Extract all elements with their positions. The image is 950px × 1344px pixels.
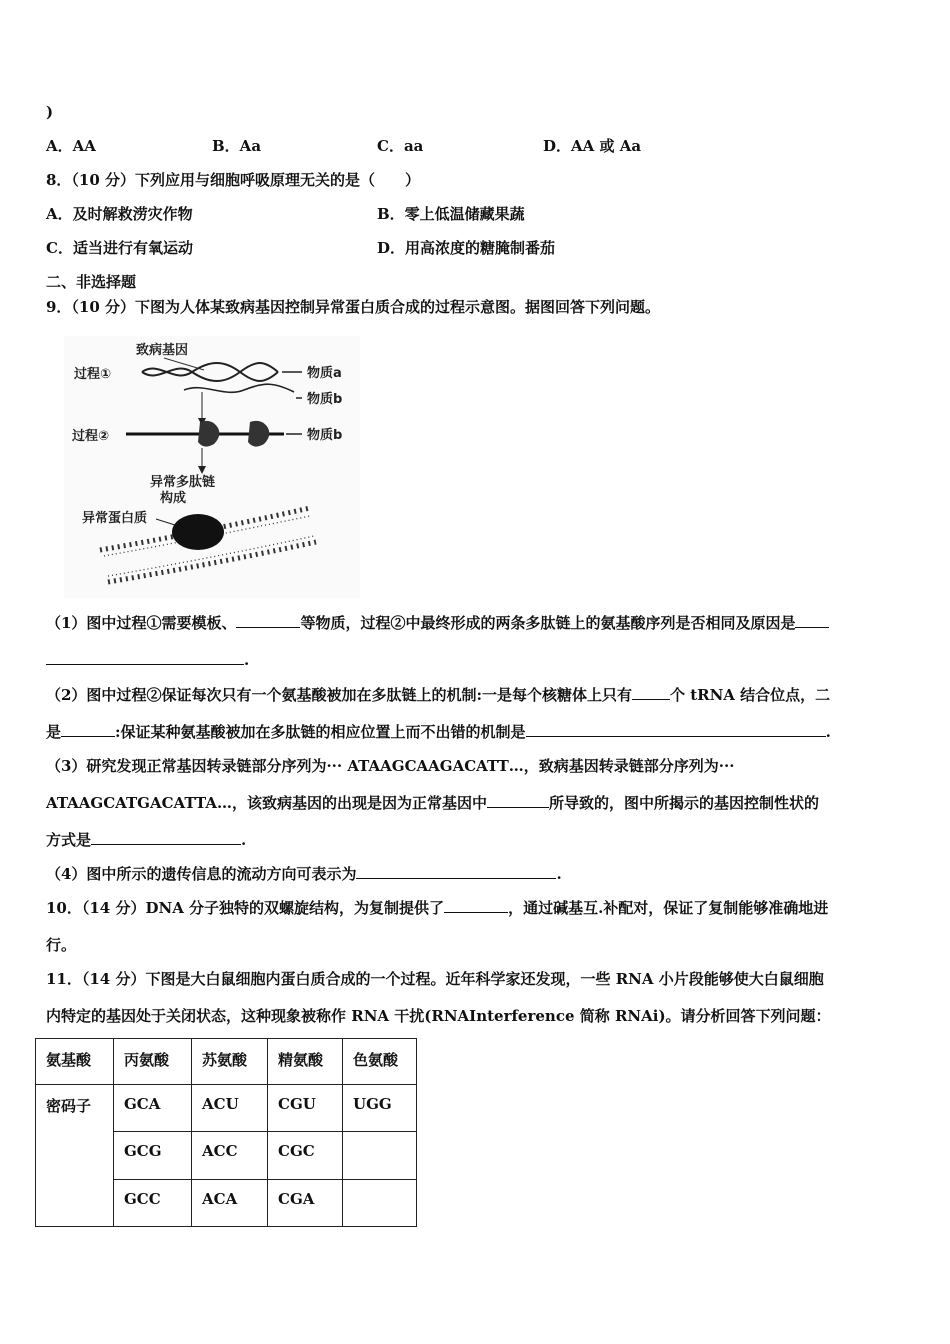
table-cell: ACA: [192, 1179, 268, 1226]
table-cell: CGA: [268, 1179, 343, 1226]
q10-line1: [46, 898, 828, 918]
q9-p2-blank-1[interactable]: [632, 685, 670, 700]
process2-label: 过程②: [72, 429, 110, 444]
q10-text-a: 10．（14 分）DNA 分子独特的双螺旋结构，为复制提供了: [46, 899, 445, 917]
q9-p3-text-b: ATAAGCATGACATTA…，该致病基因的出现是因为正常基因中: [46, 794, 487, 812]
table-header-cell: 氨基酸: [36, 1039, 114, 1085]
q11-line2: 内特定的基因处于关闭状态，这种现象被称作 RNA 干扰(RNAInterference 简称 RNAi)。请分析回答下列问题：: [46, 1007, 831, 1025]
q7-option-d[interactable]: D．AA 或 Aa: [543, 137, 642, 155]
q9-p4-text-a: （4）图中所示的遗传信息的流动方向可表示为: [46, 865, 357, 883]
table-cell: GCG: [114, 1132, 192, 1179]
q10-line2: 行。: [46, 936, 77, 954]
q9-p2-blank-2[interactable]: [61, 722, 115, 737]
q9-part2-line1: [46, 685, 830, 705]
table-header-cell: 苏氨酸: [192, 1039, 268, 1085]
section-title: 二、非选择题: [46, 273, 137, 291]
q10-blank[interactable]: [444, 898, 508, 913]
q9-p1-blank-1[interactable]: [236, 613, 300, 628]
q7-option-b[interactable]: B．Aa: [212, 137, 262, 155]
q11-line1: 11．（14 分）下图是大白鼠细胞内蛋白质合成的一个过程。近年科学家还发现，一些 RNA 小片段能够使大白鼠细胞: [46, 970, 824, 988]
table-cell: GCC: [114, 1179, 192, 1226]
q9-p2-text-b: 个 tRNA 结合位点，二: [669, 686, 831, 704]
substance-a-label: 物质a: [307, 366, 342, 381]
table-cell: ACU: [192, 1085, 268, 1132]
gene-expression-figure: [64, 336, 360, 598]
table-header-cell: 色氨酸: [343, 1039, 417, 1085]
q9-p2-text-c: 是: [46, 723, 62, 741]
q9-p2-text-d: :保证某种氨基酸被加在多肽链的相应位置上而不出错的机制是: [115, 723, 526, 741]
process1-label: 过程①: [74, 367, 112, 382]
q7-option-a[interactable]: A．AA: [46, 137, 96, 155]
q9-p1-text-b: 等物质，过程②中最终形成的两条多肽链上的氨基酸序列是否相同及原因是: [300, 614, 796, 632]
q9-p1-blank-2b[interactable]: [46, 650, 244, 665]
q9-stem: 9．（10 分）下图为人体某致病基因控制异常蛋白质合成的过程示意图。据图回答下列问题。: [46, 298, 661, 316]
q9-part3-line2: [46, 793, 819, 813]
question7-closing-paren: ): [46, 103, 54, 121]
gene-label: 致病基因: [136, 343, 189, 358]
table-header-cell: 丙氨酸: [114, 1039, 192, 1085]
table-cell: GCA: [114, 1085, 192, 1132]
abnormal-chain-label: 异常多肽链: [150, 475, 216, 490]
q9-p1-text-a: （1）图中过程①需要模板、: [46, 614, 237, 632]
q9-p3-blank-1[interactable]: [487, 793, 549, 808]
q8-option-d[interactable]: D．用高浓度的糖腌制番茄: [377, 239, 556, 257]
q9-p2-text-a: （2）图中过程②保证每次只有一个氨基酸被加在多肽链上的机制:一是每个核糖体上只有: [46, 686, 632, 704]
table-cell: CGC: [268, 1132, 343, 1179]
q9-part1-line2: [46, 650, 249, 670]
q9-part4-line: [46, 864, 562, 884]
abnormal-protein-blob: [172, 514, 224, 550]
table-cell: CGU: [268, 1085, 343, 1132]
table-cell: [343, 1179, 417, 1226]
abnormal-protein-label: 异常蛋白质: [82, 511, 148, 526]
substance-b-label-1: 物质b: [307, 392, 343, 407]
q9-part3-line3: [46, 830, 246, 850]
substance-b-label-2: 物质b: [307, 428, 343, 443]
q9-p1-blank-2a[interactable]: [795, 613, 829, 628]
q9-part2-line2: [46, 722, 831, 742]
q9-p4-end: .: [556, 865, 562, 883]
q8-stem: 8．（10 分）下列应用与细胞呼吸原理无关的是（ ）: [46, 171, 421, 189]
codon-table: [35, 1038, 417, 1227]
q10-text-b: ，通过碱基互.补配对，保证了复制能够准确地进: [508, 899, 829, 917]
codon-row-label: 密码子: [36, 1085, 114, 1227]
table-header-cell: 精氨酸: [268, 1039, 343, 1085]
q9-p3-text-d: 方式是: [46, 831, 92, 849]
q9-p3-text-c: 所导致的，图中所揭示的基因控制性状的: [548, 794, 819, 812]
q8-option-c[interactable]: C．适当进行有氧运动: [46, 239, 193, 257]
table-cell: ACC: [192, 1132, 268, 1179]
composes-label: 构成: [160, 491, 187, 506]
q9-p3-end: .: [241, 831, 247, 849]
q9-part1-line1: [46, 613, 829, 633]
table-cell: UGG: [343, 1085, 417, 1132]
table-header-row: [36, 1039, 417, 1085]
q9-p3-blank-2[interactable]: [91, 830, 241, 845]
q7-option-c[interactable]: C．aa: [377, 137, 424, 155]
q9-p2-end: .: [825, 723, 831, 741]
q8-option-b[interactable]: B．零上低温储藏果蔬: [377, 205, 525, 223]
table-row: [36, 1085, 417, 1132]
q9-p4-blank[interactable]: [356, 864, 556, 879]
table-cell: [343, 1132, 417, 1179]
q9-p2-blank-3[interactable]: [526, 722, 826, 737]
q9-part3-line1: （3）研究发现正常基因转录链部分序列为··· ATAAGCAAGACATT…，致病基因转录链部分序列为···: [46, 757, 735, 775]
q9-p1-end: .: [244, 651, 250, 669]
q8-option-a[interactable]: A．及时解救涝灾作物: [46, 205, 193, 223]
